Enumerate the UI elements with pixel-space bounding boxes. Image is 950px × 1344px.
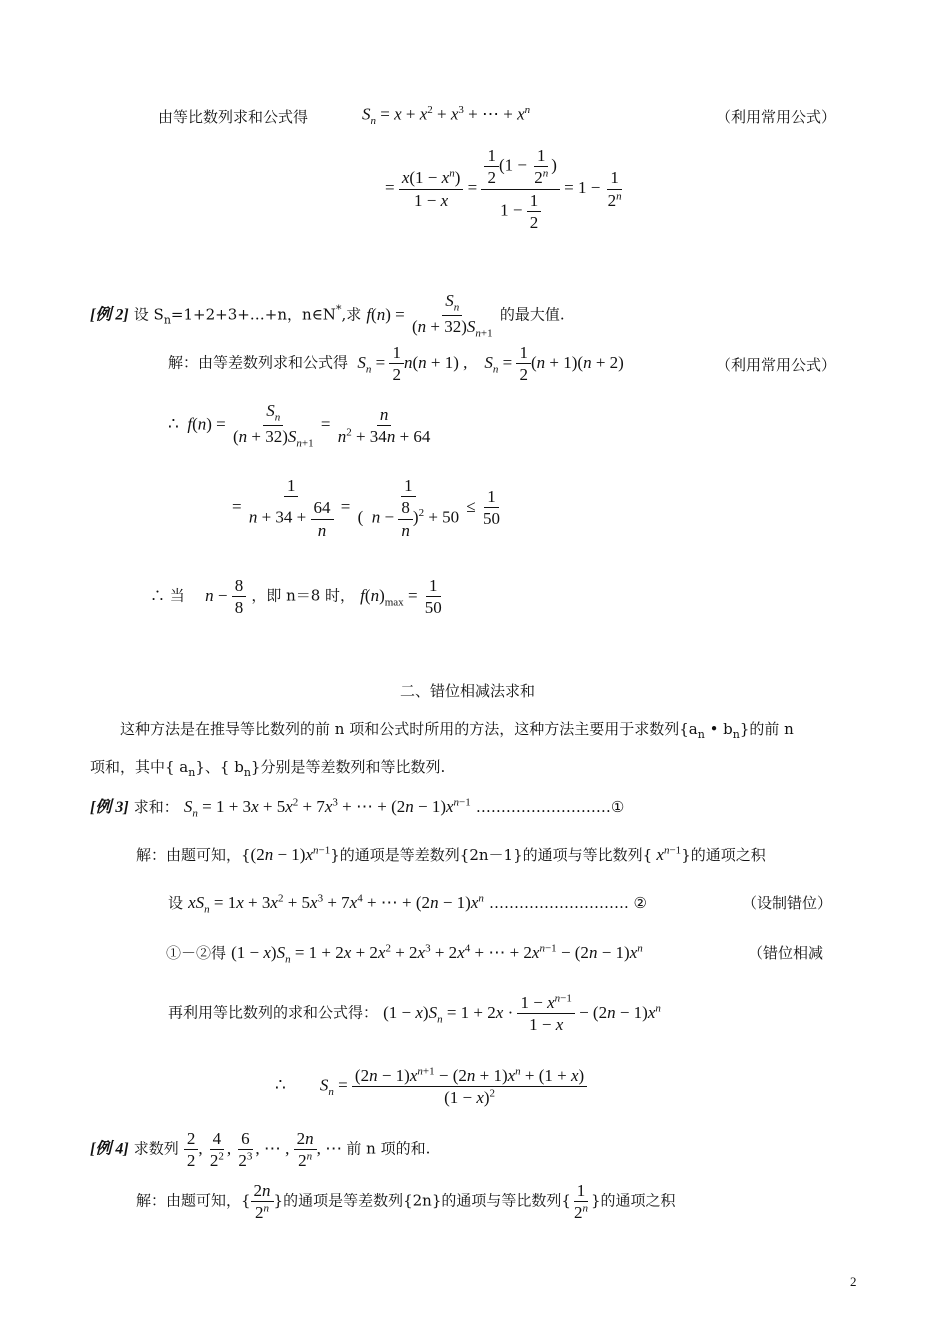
example-3-note-subtract: （错位相减 [748, 944, 824, 962]
example-3-shifted-sum: 设 $xS_n = 1x + 3x^2 + 5x^3 + 7x^4$ + ⋯ + $(2n - 1)x^n$ ………………………. ② [168, 892, 647, 916]
example-3-statement: [例 3] 求和： $S_n = 1 + 3x + 5x^2 + 7x^3$ + ⋯ + $(2n - 1)x^{n-1}$ ………………………① [90, 796, 625, 820]
example-2-inequality: = 1 n + 34 + $\frac{64}{n}$ = 1 ( n − $\frac{8}{n}$ )$^2$ + 50 ≤ $\frac{1}{50}$ [232, 476, 500, 540]
example-2-statement: [例 2] 设 $S_n=1+2+3+\dots+n$，n∈N*,求 f(n) = $\frac{S_n}{(n + 32)S_{n+1}}$ 的最大值. [90, 291, 565, 340]
example-3-label: [例 3] [90, 799, 129, 816]
example-3-note-shift: （设制错位） [742, 894, 833, 912]
example-2-f-expression: ∴ f(n) = $\frac{S_n}{(n + 32)S_{n+1}}$ = $\frac{n}{n^2 + 34n + 64}$ [168, 401, 431, 450]
geo-sum-note: （利用常用公式） [716, 108, 837, 126]
example-3-result: ∴ $S_n$ = $\frac{(2n - 1)x^{n+1} - (2n + 1)x^n + (1 + x)}{(1 - x)^2}$ [275, 1065, 587, 1109]
example-3-subtraction: ①－②得 $(1 - x)S_n = 1 + 2x + 2x^2 + 2x^3 + 2x^4$ + ⋯ + $2x^{n-1} - (2n - 1)x^n$ [166, 942, 643, 966]
geo-sum-formula: $S_n = x + x^2 + x^3$ + ⋯ + $x^n$ [362, 104, 531, 128]
example-2-conclusion: ∴ 当 n − $\frac{8}{8}$ ，即 n＝8 时， $f(n)_{max}$ = $\frac{1}{50}$ [150, 576, 442, 618]
example-4-solution-intro: 解：由题可知，{ $\frac{2n}{2^n}$ }的通项是等差数列{2n}的通项与等比数列{ $\frac{1}{2^n}$ }的通项之积 [136, 1181, 676, 1223]
example-2-solution-note: （利用常用公式） [716, 356, 837, 374]
section-2-paragraph-line-2: 项和，其中{ $a_n$}、{ $b_n$}分别是等差数列和等比数列. [90, 758, 446, 779]
page-number: 2 [850, 1274, 857, 1289]
example-3-solution-intro: 解：由题可知，$\{(2n - 1)x^{n-1}\}$的通项是等差数列{2n－1}的通项与等比数列{ $x^{n-1}$}的通项之积 [136, 844, 766, 864]
example-4-label: [例 4] [90, 1140, 129, 1158]
geo-sum-closed-form: = $\frac{x(1 - x^n)}{1 - x}$ = $\frac{1}{2}$ (1 − $\frac{1}{2^n}$ ) 1 − $\frac{1}{2}$ = 1 − $\frac{1}{2^n}$ [385, 146, 622, 232]
example-4-statement: [例 4] 求数列 $\frac{2}{2}$ , $\frac{4}{2^2}$ , $\frac{6}{2^3}$ , ⋯ , $\frac{2n}{2^n}$ , ⋯ 前 n 项的和. [90, 1129, 431, 1171]
section-2-heading: 二、错位相减法求和 [400, 682, 536, 700]
example-2-label: [例 2] [90, 306, 129, 324]
example-3-geometric-step: 再利用等比数列的求和公式得： $(1 - x)S_n = 1 + 2x$ · $\frac{1 - x^{n-1}}{1 - x}$ − $(2n - 1)x^n$ [168, 992, 661, 1035]
geo-sum-intro: 由等比数列求和公式得 [158, 108, 309, 126]
example-2-solution-sums: 解：由等差数列求和公式得 $S_n$ = $\frac{1}{2}$ n(n + 1) , $S_n$ = $\frac{1}{2}$ (n + 1)(n + 2) [168, 343, 624, 385]
section-2-paragraph-line-1: 这种方法是在推导等比数列的前 n 项和公式时所用的方法，这种方法主要用于求数列{$a_n$ • $b_n$}的前 n [120, 720, 794, 741]
